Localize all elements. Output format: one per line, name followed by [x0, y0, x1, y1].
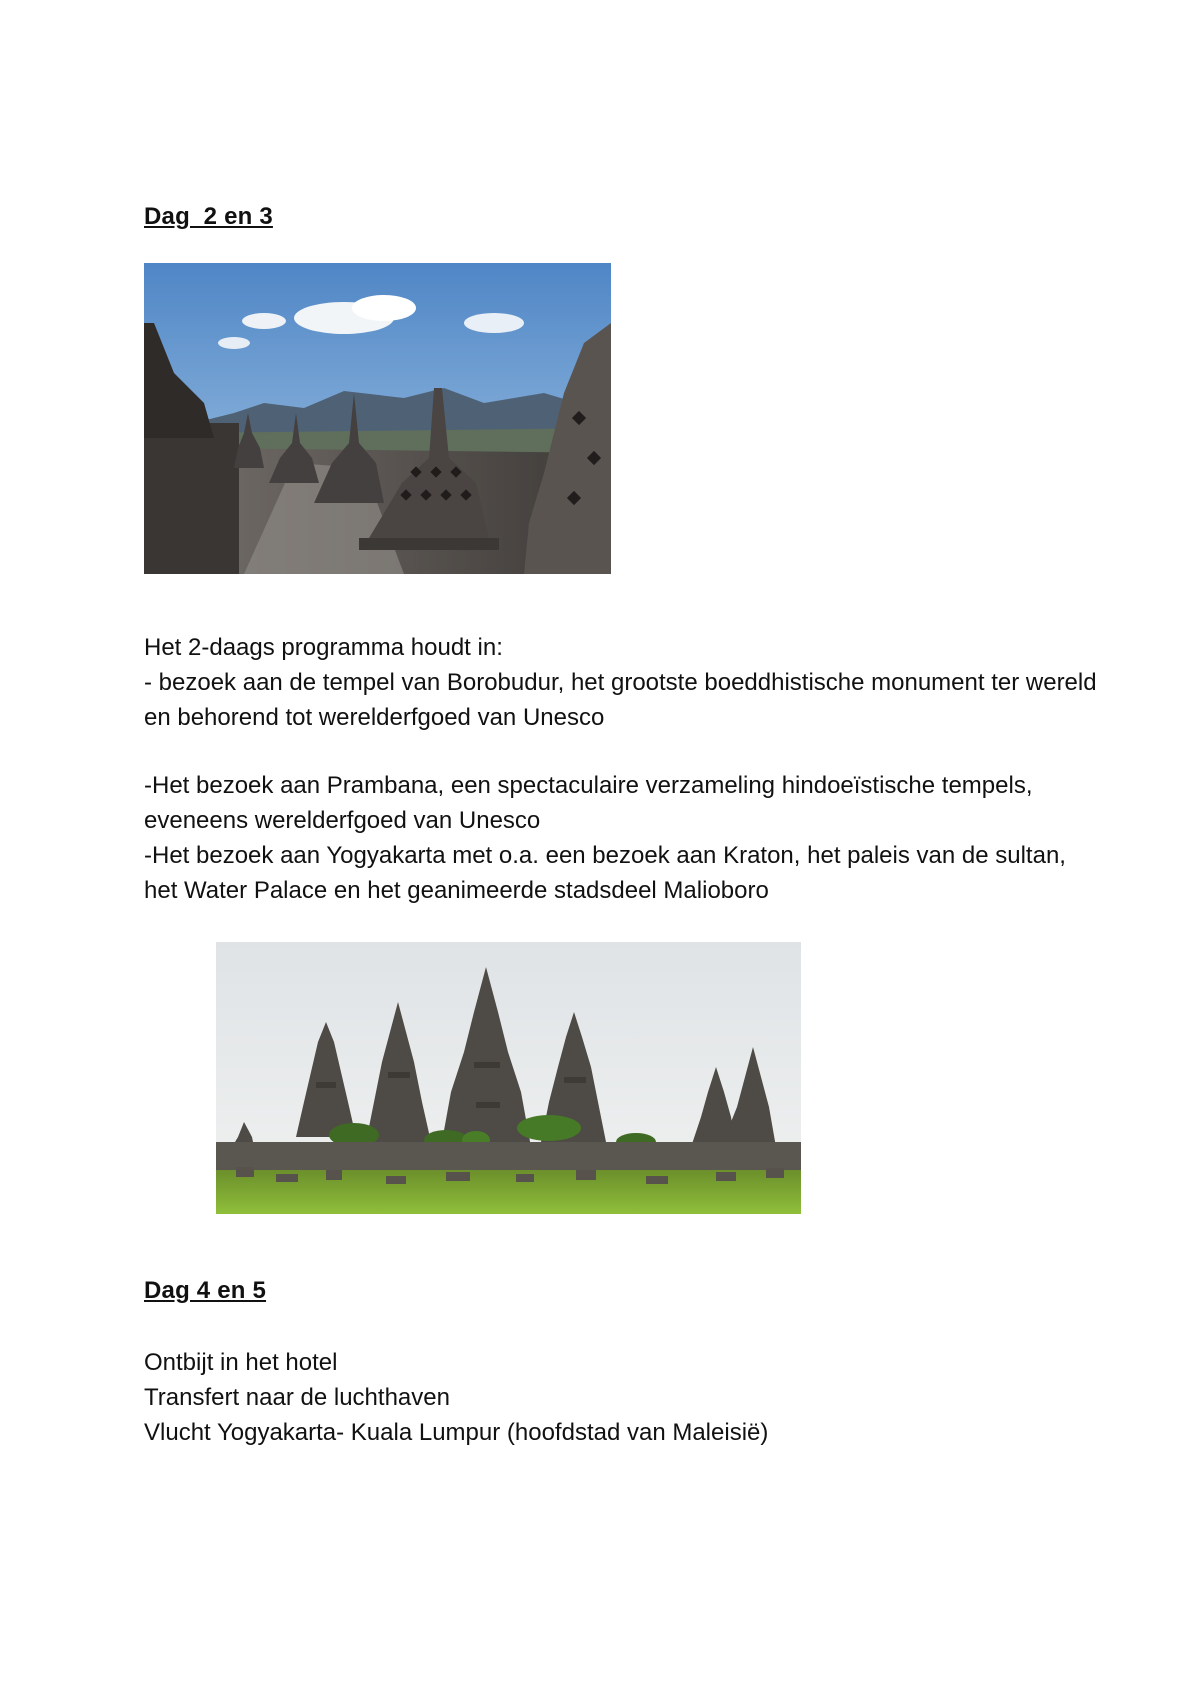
program-intro-text: Het 2-daags programma houdt in: - bezoek aan de tempel van Borobudur, het grootste boeddhistische monument ter wereld en behorend tot werelderfgoed van Unesco [144, 634, 1097, 731]
borobudur-photo [144, 263, 611, 574]
section-heading-day-4-5: Dag 4 en 5 [144, 1277, 267, 1304]
day-4-5-program-text: Ontbijt in het hotel Transfert naar de luchthaven Vlucht Yogyakarta- Kuala Lumpur (hoofdstad van Maleisië) [144, 1349, 769, 1446]
prambanan-photo [216, 942, 801, 1214]
program-details-text: -Het bezoek aan Prambana, een spectaculaire verzameling hindoeïstische tempels, eveneens werelderfgoed van Unesco -Het bezoek aan Yogyakarta met o.a. een bezoek aan Kraton, het paleis van de sultan, het Water Palace en het geanimeerde stadsdeel Malioboro [144, 772, 1066, 904]
section-heading-day-2-3: Dag 2 en 3 [144, 203, 273, 230]
